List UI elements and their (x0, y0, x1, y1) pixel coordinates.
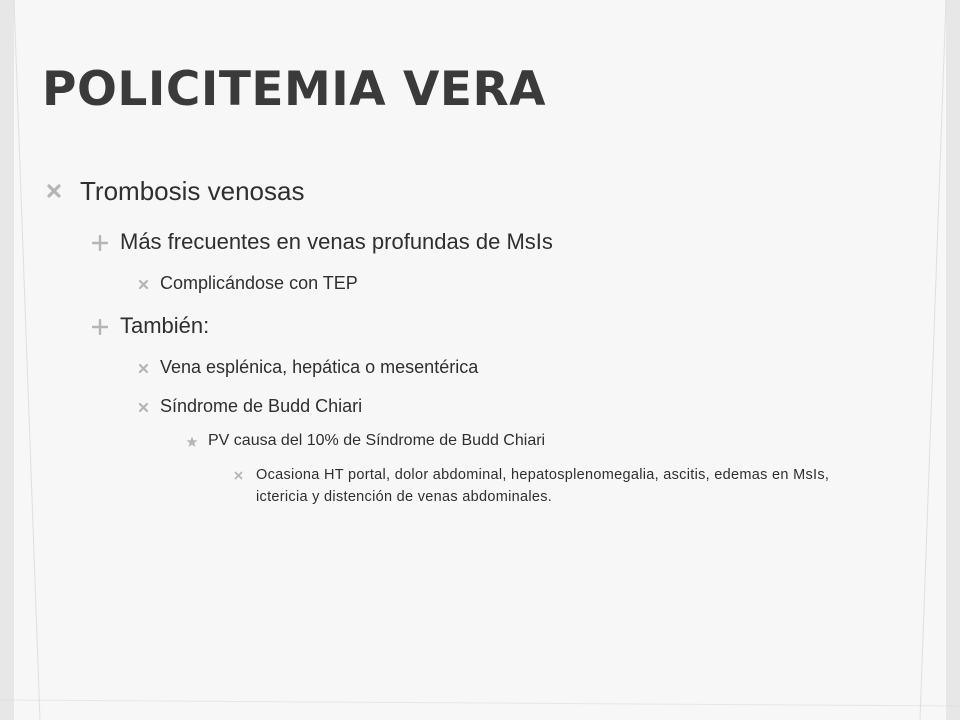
bullet-complicandose (138, 273, 358, 294)
bullet-text: PV causa del 10% de Síndrome de Budd Chiari (208, 432, 546, 449)
bullet-text: Complicándose con TEP (160, 273, 358, 293)
bullet-text: Síndrome de Budd Chiari (160, 396, 363, 416)
bullet-text: Más frecuentes en venas profundas de MsIs (120, 229, 553, 254)
plus-icon (92, 229, 120, 251)
bullet-text: También: (120, 313, 210, 338)
x-icon (234, 464, 256, 480)
bullet-sindrome-budd-chiari (138, 396, 362, 417)
bullet-text: Ocasiona HT portal, dolor abdominal, hepatosplenomegalia, ascitis, edemas en MsIs, ictericia y distención de venas abdominales. (256, 467, 830, 505)
plus-icon (92, 313, 120, 335)
bullet-ocasiona (234, 464, 854, 508)
bullet-pv-causa (186, 432, 545, 450)
bullet-text: Vena esplénica, hepática o mesentérica (160, 357, 479, 377)
x-icon (138, 273, 160, 290)
bullet-text: Trombosis venosas (80, 176, 305, 206)
bullet-trombosis-venosas (46, 176, 304, 207)
bullet-tambien (92, 313, 209, 339)
slide-title: POLICITEMIA VERA (42, 62, 547, 117)
x-icon (46, 176, 80, 199)
x-icon (138, 396, 160, 413)
star-icon (186, 432, 208, 448)
x-icon (138, 357, 160, 374)
bullet-vena-esplenica (138, 357, 478, 378)
bullet-mas-frecuentes (92, 229, 553, 255)
